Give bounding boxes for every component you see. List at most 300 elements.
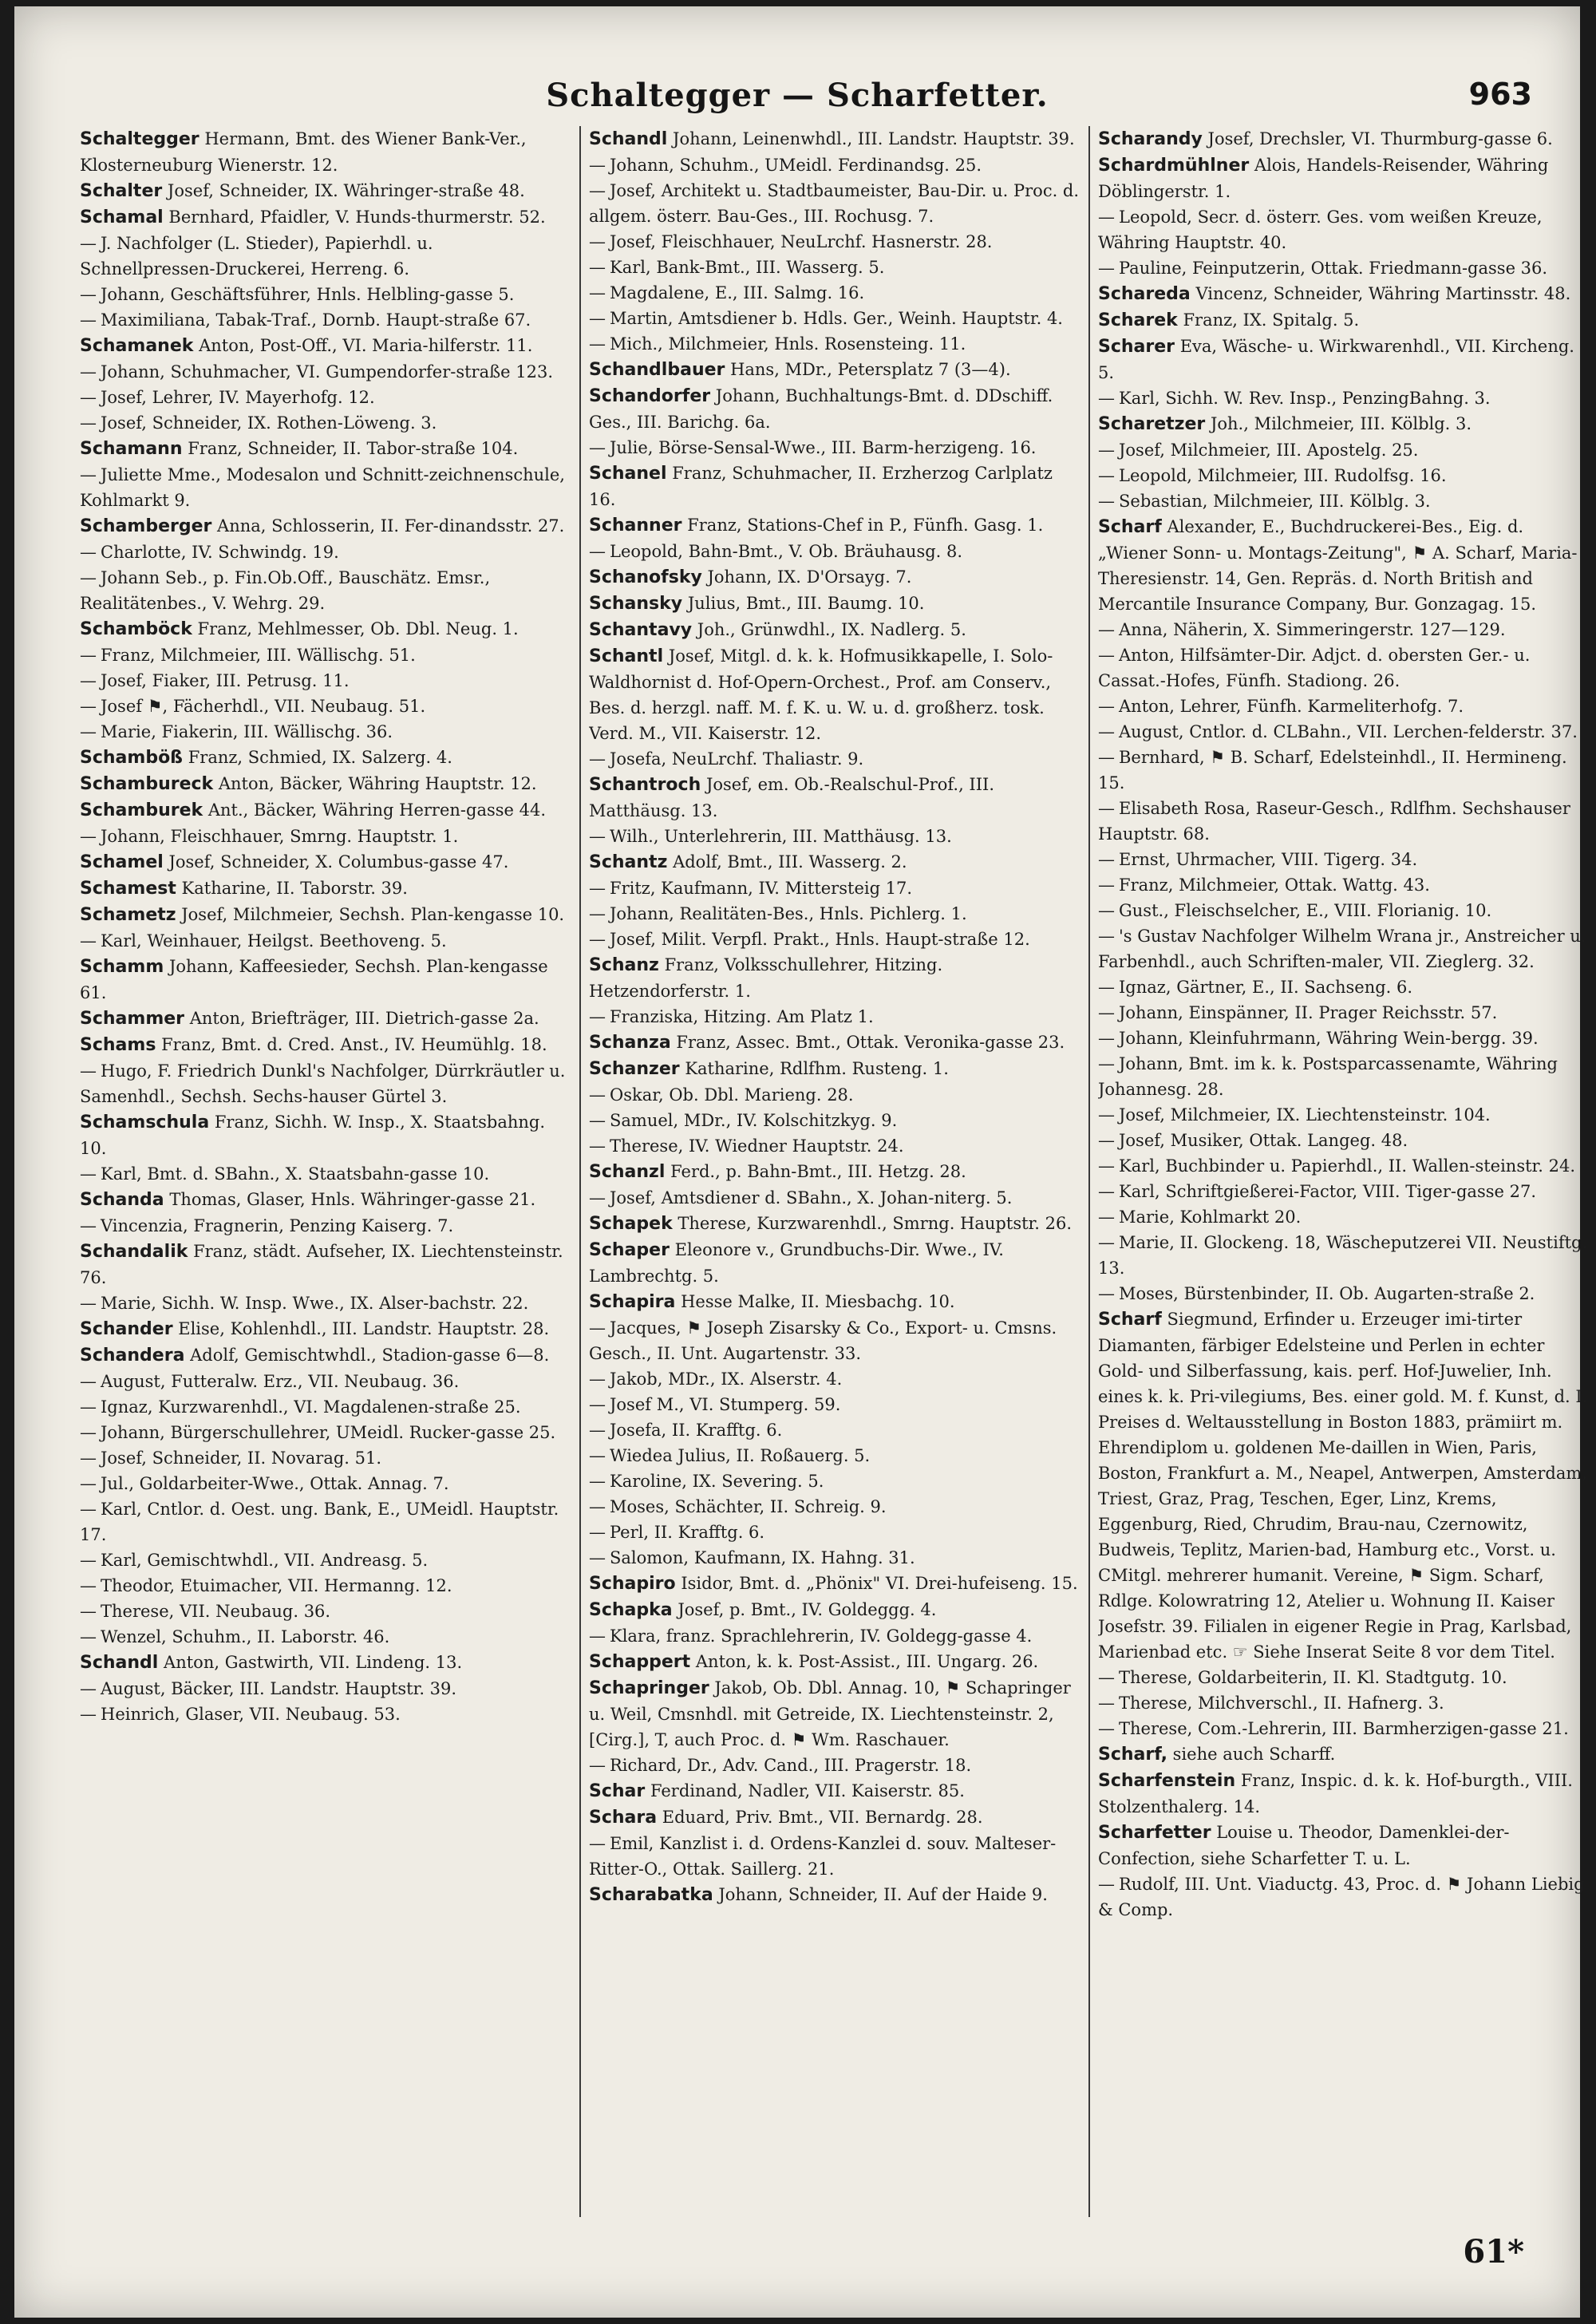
directory-entry <box>80 385 573 410</box>
directory-entry <box>80 1573 573 1599</box>
entry-details: Franz, Schuhmacher, II. Erzherzog Carlplatz 16. <box>589 464 1053 509</box>
entry-surname: Schanzer <box>589 1059 680 1079</box>
entry-details: Josef, Fleischhauer, NeuLrchf. Hasnerstr. 28. <box>610 232 993 251</box>
entry-details: Louise u. Theodor, Damenklei-der-Confection, siehe Scharfetter T. u. L. <box>1098 1823 1510 1868</box>
entry-details: Johann, Bürgerschullehrer, UMeidl. Rucker-gasse 25. <box>101 1423 556 1442</box>
directory-entry <box>80 1599 573 1624</box>
directory-entry <box>80 824 573 849</box>
directory-entry <box>1098 437 1591 463</box>
entry-surname: Schambureck <box>80 774 214 794</box>
entry-surname: Schapiro <box>589 1574 676 1594</box>
entry-details: Ferdinand, Nadler, VII. Kaiserstr. 85. <box>650 1781 965 1800</box>
directory-entry <box>589 435 1082 460</box>
same-surname-dash: — <box>589 283 606 302</box>
entry-details: Karl, Schriftgießerei-Factor, VIII. Tiger-gasse 27. <box>1119 1182 1537 1201</box>
entry-details: Karoline, IX. Severing. 5. <box>610 1472 824 1491</box>
directory-entry <box>1098 1716 1591 1741</box>
entry-surname: Schamschula <box>80 1113 210 1132</box>
directory-entry <box>1098 281 1591 307</box>
directory-entry <box>589 1417 1082 1443</box>
directory-entry <box>80 231 573 282</box>
entry-details: Karl, Buchbinder u. Papierhdl., II. Wallen-steinstr. 24. <box>1119 1156 1576 1176</box>
entry-surname: Schanel <box>589 464 667 484</box>
directory-entry <box>80 1213 573 1239</box>
entry-details: Franz, Stations-Chef in P., Fünfh. Gasg. 1. <box>687 516 1044 535</box>
directory-entry <box>589 229 1082 255</box>
entry-surname: Schamböck <box>80 619 192 639</box>
entry-surname: Schamest <box>80 879 176 899</box>
directory-entry <box>80 462 573 513</box>
entry-details: Wiedea Julius, II. Roßauerg. 5. <box>610 1446 871 1465</box>
entry-details: Hesse Malke, II. Miesbachg. 10. <box>681 1292 955 1311</box>
entry-details: Hans, MDr., Petersplatz 7 (3—4). <box>730 360 1011 379</box>
directory-entry <box>589 306 1082 331</box>
entry-details: Bernhard, Pfaidler, V. Hunds-thurmerstr. 52. <box>168 208 546 227</box>
entry-surname: Schaltegger <box>80 129 200 149</box>
same-surname-dash: — <box>589 749 606 769</box>
same-surname-dash: — <box>589 309 606 328</box>
entry-surname: Schantroch <box>589 775 701 795</box>
entry-details: Karl, Weinhauer, Heilgst. Beethoveng. 5. <box>101 931 447 951</box>
same-surname-dash: — <box>80 568 97 587</box>
entry-details: Therese, VII. Neubaug. 36. <box>101 1602 331 1621</box>
entry-details: Josef, Schneider, X. Columbus-gasse 47. <box>168 852 509 872</box>
entry-details: Josef, Lehrer, IV. Mayerhofg. 12. <box>101 388 375 407</box>
entry-surname: Schanofsky <box>589 567 702 587</box>
entry-details: Wilh., Unterlehrerin, III. Matthäusg. 13. <box>610 827 952 846</box>
entry-details: Josef, Milchmeier, IX. Liechtensteinstr. 104. <box>1119 1105 1491 1124</box>
entry-details: Johann, Schneider, II. Auf der Haide 9. <box>718 1885 1048 1904</box>
same-surname-dash: — <box>80 1551 97 1570</box>
same-surname-dash: — <box>1098 748 1115 767</box>
same-surname-dash: — <box>589 1548 606 1567</box>
entry-details: Julius, Bmt., III. Baumg. 10. <box>687 594 925 613</box>
directory-entry <box>1098 514 1591 617</box>
same-surname-dash: — <box>80 1061 97 1081</box>
directory-entry <box>1098 1000 1591 1026</box>
entry-details: Josef, Musiker, Ottak. Langeg. 48. <box>1119 1131 1408 1150</box>
entry-surname: Schantl <box>589 646 664 666</box>
directory-entry <box>1098 255 1591 281</box>
same-surname-dash: — <box>589 1111 606 1130</box>
directory-entry <box>80 1369 573 1394</box>
directory-entry <box>1098 694 1591 719</box>
directory-entry <box>80 797 573 824</box>
same-surname-dash: — <box>80 1576 97 1595</box>
directory-entry <box>80 1187 573 1213</box>
directory-entry <box>589 357 1082 383</box>
directory-entry <box>589 1133 1082 1159</box>
directory-entry <box>589 1289 1082 1315</box>
entry-details: Maximiliana, Tabak-Traf., Dornb. Haupt-straße 67. <box>101 310 531 330</box>
same-surname-dash: — <box>1098 875 1115 895</box>
directory-entry <box>1098 847 1591 872</box>
same-surname-dash: — <box>589 438 606 457</box>
entry-details: Johann, Kleinfuhrmann, Währing Wein-bergg. 39. <box>1119 1029 1539 1048</box>
directory-entry <box>1098 1102 1591 1128</box>
same-surname-dash: — <box>1098 441 1115 460</box>
column-1 <box>80 126 573 2217</box>
directory-entry <box>1098 488 1591 514</box>
entry-details: Eva, Wäsche- u. Wirkwarenhdl., VII. Kircheng. 5. <box>1098 337 1574 382</box>
entry-details: Franz, Bmt. d. Cred. Anst., IV. Heumühlg. 18. <box>161 1035 547 1054</box>
directory-entry <box>80 178 573 204</box>
entry-details: Josef M., VI. Stumperg. 59. <box>610 1395 841 1414</box>
same-surname-dash: — <box>589 542 606 561</box>
same-surname-dash: — <box>1098 1131 1115 1150</box>
directory-entry <box>589 824 1082 849</box>
entry-details: Franz, IX. Spitalg. 5. <box>1183 310 1360 330</box>
directory-entry <box>589 1804 1082 1831</box>
column-divider <box>579 126 581 2217</box>
directory-entry <box>80 204 573 231</box>
entry-details: Anton, Gastwirth, VII. Lindeng. 13. <box>164 1653 463 1672</box>
directory-entry <box>589 901 1082 927</box>
directory-entry <box>1098 796 1591 847</box>
entry-surname: Scharandy <box>1098 129 1203 149</box>
same-surname-dash: — <box>589 1318 606 1338</box>
entry-surname: Schansky <box>589 594 683 614</box>
entry-details: Josef, Mitgl. d. k. k. Hofmusikkapelle, I. Solo-Waldhornist d. Hof-Opern-Orchest., Prof. am Conserv., Bes. d. herzgl. naff. M. f. K. u. W. u. d. großherz. tosk. Verd. M., VII. Kaiserstr. 12. <box>589 646 1053 743</box>
directory-entry <box>1098 745 1591 796</box>
entry-details: August, Futteralw. Erz., VII. Neubaug. 36. <box>101 1372 460 1391</box>
same-surname-dash: — <box>589 827 606 846</box>
entry-surname: Schanza <box>589 1033 671 1053</box>
entry-details: Karl, Cntlor. d. Oest. ung. Bank, E., UMeidl. Hauptstr. 17. <box>80 1500 559 1544</box>
entry-details: Josef ⚑, Fächerhdl., VII. Neubaug. 51. <box>101 697 426 716</box>
same-surname-dash: — <box>80 1474 97 1493</box>
directory-entry <box>80 1547 573 1573</box>
entry-details: Ernst, Uhrmacher, VIII. Tigerg. 34. <box>1119 850 1418 869</box>
same-surname-dash: — <box>80 543 97 562</box>
directory-entry <box>1098 1665 1591 1690</box>
same-surname-dash: — <box>80 671 97 690</box>
running-head: Schaltegger — Scharfetter. <box>546 77 1049 114</box>
directory-entry <box>1098 719 1591 745</box>
entry-details: Leopold, Secr. d. österr. Ges. vom weißen Kreuze, Währing Hauptstr. 40. <box>1098 208 1543 252</box>
directory-entry <box>589 952 1082 1004</box>
same-surname-dash: — <box>1098 1029 1115 1048</box>
entry-details: Johann, Leinenwhdl., III. Landstr. Hauptstr. 39. <box>673 129 1075 148</box>
entry-details: Jakob, Ob. Dbl. Annag. 10, ⚑ Schapringer u. Weil, Cmsnhdl. mit Getreide, IX. Liechtensteinstr. 2, [Cirg.], T, auch Proc. d. ⚑ Wm. Raschauer. <box>589 1678 1071 1749</box>
entry-details: Ignaz, Gärtner, E., II. Sachseng. 6. <box>1119 978 1413 997</box>
entry-surname: Schanda <box>80 1190 164 1210</box>
same-surname-dash: — <box>589 334 606 354</box>
directory-entry <box>80 954 573 1006</box>
entry-details: Johann, Einspänner, II. Prager Reichsstr. 57. <box>1119 1003 1498 1022</box>
entry-details: Therese, Kurzwarenhdl., Smrng. Hauptstr. 26. <box>678 1214 1073 1233</box>
same-surname-dash: — <box>1098 1003 1115 1022</box>
entry-details: Mich., Milchmeier, Hnls. Rosensteing. 11. <box>610 334 966 354</box>
directory-entry <box>80 1702 573 1727</box>
directory-entry <box>80 1471 573 1496</box>
entry-details: Oskar, Ob. Dbl. Marieng. 28. <box>610 1085 854 1105</box>
entry-details: Johann, Realitäten-Bes., Hnls. Pichlerg. 1. <box>610 904 967 923</box>
directory-entry <box>80 928 573 954</box>
same-surname-dash: — <box>589 181 606 200</box>
directory-entry <box>80 745 573 771</box>
entry-surname: Scharf <box>1098 1310 1162 1330</box>
directory-entry <box>589 1571 1082 1597</box>
same-surname-dash: — <box>589 1497 606 1516</box>
entry-surname: Scharek <box>1098 310 1178 330</box>
entry-details: Thomas, Glaser, Hnls. Währinger-gasse 21. <box>169 1190 536 1209</box>
same-surname-dash: — <box>80 465 97 484</box>
same-surname-dash: — <box>1098 722 1115 741</box>
entry-surname: Schandl <box>589 129 668 149</box>
same-surname-dash: — <box>1098 1182 1115 1201</box>
directory-entry <box>589 1778 1082 1804</box>
same-surname-dash: — <box>80 388 97 407</box>
same-surname-dash: — <box>589 1370 606 1389</box>
directory-entry <box>80 1316 573 1342</box>
directory-entry <box>589 1494 1082 1520</box>
directory-entry <box>589 460 1082 512</box>
same-surname-dash: — <box>80 646 97 665</box>
same-surname-dash: — <box>1098 1054 1115 1073</box>
directory-entry <box>80 1058 573 1109</box>
entry-details: Franz, Milchmeier, III. Wällischg. 51. <box>101 646 416 665</box>
entry-details: Salomon, Kaufmann, IX. Hahng. 31. <box>610 1548 915 1567</box>
entry-details: Franz, Milchmeier, Ottak. Wattg. 43. <box>1119 875 1430 895</box>
same-surname-dash: — <box>80 1216 97 1235</box>
same-surname-dash: — <box>589 1421 606 1440</box>
same-surname-dash: — <box>80 722 97 741</box>
directory-entry <box>80 307 573 333</box>
entry-details: Josef, Architekt u. Stadtbaumeister, Bau-Dir. u. Proc. d. allgem. österr. Bau-Ges., III. Rochusg. 7. <box>589 181 1080 226</box>
entry-details: Adolf, Gemischtwhdl., Stadion-gasse 6—8. <box>190 1346 550 1365</box>
entry-surname: Schappert <box>589 1652 691 1672</box>
entry-details: Josef, Schneider, IX. Währinger-straße 48. <box>167 181 525 200</box>
entry-details: Franz, Inspic. d. k. k. Hof-burgth., VIII. Stolzenthalerg. 14. <box>1098 1771 1573 1816</box>
directory-entry <box>589 1004 1082 1030</box>
directory-entry <box>80 1650 573 1676</box>
entry-details: Heinrich, Glaser, VII. Neubaug. 53. <box>101 1705 401 1724</box>
directory-entry <box>589 539 1082 564</box>
entry-surname: Schandera <box>80 1346 185 1366</box>
entry-surname: Schapek <box>589 1214 673 1234</box>
directory-entry <box>589 849 1082 875</box>
entry-surname: Schapringer <box>589 1678 709 1698</box>
directory-entry <box>1098 872 1591 898</box>
same-surname-dash: — <box>1098 208 1115 227</box>
directory-entry <box>589 1159 1082 1185</box>
same-surname-dash: — <box>1098 850 1115 869</box>
same-surname-dash: — <box>589 258 606 277</box>
directory-entry <box>80 126 573 178</box>
directory-entry <box>80 902 573 928</box>
directory-entry <box>589 643 1082 746</box>
directory-entry <box>589 1468 1082 1494</box>
entry-surname: Schantavy <box>589 620 693 640</box>
directory-entry <box>80 565 573 616</box>
directory-entry <box>1098 1128 1591 1153</box>
same-surname-dash: — <box>589 930 606 949</box>
same-surname-dash: — <box>1098 697 1115 716</box>
entry-details: Bernhard, ⚑ B. Scharf, Edelsteinhdl., II. Hermineng. 15. <box>1098 748 1567 792</box>
entry-details: Josef, Drechsler, VI. Thurmburg-gasse 6. <box>1207 129 1553 148</box>
directory-entry <box>80 694 573 719</box>
entry-details: Josef, Schneider, II. Novarag. 51. <box>101 1449 382 1468</box>
same-surname-dash: — <box>1098 1694 1115 1713</box>
entry-details: Jacques, ⚑ Joseph Zisarsky & Co., Export- u. Cmsns. Gesch., II. Unt. Augartenstr. 33. <box>589 1318 1057 1363</box>
page-header <box>14 77 1580 125</box>
directory-entry <box>589 178 1082 229</box>
entry-details: Franz, Sichh. W. Insp., X. Staatsbahng. 10. <box>80 1113 546 1158</box>
entry-details: Anton, Lehrer, Fünfh. Karmeliterhofg. 7. <box>1119 697 1464 716</box>
same-surname-dash: — <box>1098 1719 1115 1738</box>
same-surname-dash: — <box>1098 646 1115 665</box>
entry-details: Siegmund, Erfinder u. Erzeuger imi-tirter Diamanten, färbiger Edelsteine und Perlen in echter Gold- und Silberfassung, kais. perf. Hof-Juwelier, Inh. eines k. k. Pri-vilegiums, Bes. einer gold. M. f. Kunst, d. I. Preises d. Weltausstellung in Boston 1883, prämiirt m. Ehrendiplom u. goldenen Me-daillen in Wien, Paris, Boston, Frankfurt a. M., Neapel, Antwerpen, Amsterdam, Triest, Graz, Prag, Teschen, Eger, Linz, Krems, Eggenburg, Ried, Chrudim, Brau-nau, Czernowitz, Budweis, Teplitz, Marien-bad, Hamburg etc., Vorst. u. CMitgl. mehrerer humanit. Vereine, ⚑ Sigm. Scharf, Rdlge. Kolowratring 12, Atelier u. Wohnung II. Kaiser Josefstr. 39. Filialen in eigener Regie in Prag, Karlsbad, Marienbad etc. ☞ Siehe Inserat Seite 8 vor dem Titel. <box>1098 1310 1588 1662</box>
entry-details: Adolf, Bmt., III. Wasserg. 2. <box>673 852 907 872</box>
entry-details: Johann, IX. D'Orsayg. 7. <box>707 567 912 587</box>
entry-details: Johann, Schuhmacher, VI. Gumpendorfer-straße 123. <box>101 362 553 381</box>
entry-surname: Schar <box>589 1781 646 1801</box>
entry-details: Samuel, MDr., IV. Kolschitzkyg. 9. <box>610 1111 898 1130</box>
entry-details: Franziska, Hitzing. Am Platz 1. <box>610 1007 874 1026</box>
directory-entry <box>589 280 1082 306</box>
directory-entry <box>589 1315 1082 1366</box>
column-2 <box>589 126 1082 2217</box>
entry-details: August, Bäcker, III. Landstr. Hauptstr. 39. <box>101 1679 457 1698</box>
entry-details: Josef, Fiaker, III. Petrusg. 11. <box>101 671 350 690</box>
directory-entry <box>80 1161 573 1187</box>
directory-entry <box>589 1545 1082 1571</box>
entry-surname: Schapka <box>589 1600 673 1620</box>
directory-entry <box>80 1032 573 1058</box>
directory-entry <box>589 1623 1082 1649</box>
entry-details: Vincenzia, Fragnerin, Penzing Kaiserg. 7. <box>101 1216 454 1235</box>
directory-entry <box>589 331 1082 357</box>
directory-entry <box>80 1420 573 1445</box>
directory-entry <box>589 1753 1082 1778</box>
entry-surname: Schardmühlner <box>1098 156 1250 176</box>
entry-details: Julie, Börse-Sensal-Wwe., III. Barm-herzigeng. 16. <box>610 438 1037 457</box>
same-surname-dash: — <box>1098 1105 1115 1124</box>
entry-details: Josef, em. Ob.-Realschul-Prof., III. Matthäusg. 13. <box>589 775 994 820</box>
directory-entry <box>80 1109 573 1161</box>
entry-surname: Schamböß <box>80 748 184 768</box>
directory-entry <box>1098 307 1591 334</box>
entry-surname: Schaper <box>589 1240 670 1260</box>
same-surname-dash: — <box>589 904 606 923</box>
directory-entry <box>80 642 573 668</box>
signature-mark: 61* <box>1463 2233 1524 2271</box>
entry-details: Jakob, MDr., IX. Alserstr. 4. <box>610 1370 843 1389</box>
directory-entry <box>80 1239 573 1290</box>
entry-details: Johann Seb., p. Fin.Ob.Off., Bauschätz. Emsr., Realitätenbes., V. Wehrg. 29. <box>80 568 491 613</box>
entry-details: Josef, p. Bmt., IV. Goldeggg. 4. <box>678 1600 937 1619</box>
same-surname-dash: — <box>1098 492 1115 511</box>
same-surname-dash: — <box>80 827 97 846</box>
directory-entry <box>80 1624 573 1650</box>
entry-details: Josef, Milchmeier, III. Apostelg. 25. <box>1119 441 1419 460</box>
directory-entry <box>1098 898 1591 923</box>
entry-details: Elisabeth Rosa, Raseur-Gesch., Rdlfhm. Sechshauser Hauptstr. 68. <box>1098 799 1570 844</box>
entry-details: Klara, franz. Sprachlehrerin, IV. Goldegg-gasse 4. <box>610 1626 1033 1646</box>
entry-surname: Scharfenstein <box>1098 1771 1236 1791</box>
entry-details: Elise, Kohlenhdl., III. Landstr. Hauptstr. 28. <box>178 1319 550 1338</box>
same-surname-dash: — <box>1098 1284 1115 1303</box>
same-surname-dash: — <box>80 310 97 330</box>
entry-surname: Schara <box>589 1808 658 1828</box>
directory-entry <box>80 359 573 385</box>
entry-details: J. Nachfolger (L. Stieder), Papierhdl. u. Schnellpressen-Druckerei, Herreng. 6. <box>80 234 433 279</box>
entry-details: Marie, Kohlmarkt 20. <box>1119 1207 1302 1227</box>
directory-entry <box>589 126 1082 152</box>
entry-surname: Schandl <box>80 1653 159 1673</box>
directory-entry <box>80 1342 573 1369</box>
entry-details: Anna, Näherin, X. Simmeringerstr. 127—129. <box>1119 620 1506 639</box>
directory-entry <box>1098 1871 1591 1923</box>
column-divider <box>1088 126 1090 2217</box>
directory-entry <box>589 1237 1082 1289</box>
entry-surname: Schalter <box>80 181 163 201</box>
directory-entry <box>589 1030 1082 1056</box>
entry-details: Magdalene, E., III. Salmg. 16. <box>610 283 865 302</box>
entry-details: Richard, Dr., Adv. Cand., III. Pragerstr. 18. <box>610 1756 972 1775</box>
entry-details: Moses, Bürstenbinder, II. Ob. Augarten-straße 2. <box>1119 1284 1535 1303</box>
directory-entry <box>589 1056 1082 1082</box>
entry-details: Therese, Milchverschl., II. Hafnerg. 3. <box>1119 1694 1444 1713</box>
entry-surname: Schamel <box>80 852 164 872</box>
entry-surname: Scharer <box>1098 337 1175 357</box>
directory-entry <box>589 1082 1082 1108</box>
entry-surname: Schanz <box>589 955 659 975</box>
directory-entry <box>589 255 1082 280</box>
entry-surname: Scharfetter <box>1098 1823 1211 1843</box>
directory-entry <box>1098 1026 1591 1051</box>
entry-details: Marie, Sichh. W. Insp. Wwe., IX. Alser-bachstr. 22. <box>101 1294 529 1313</box>
directory-entry <box>589 1882 1082 1908</box>
entry-surname: Schamm <box>80 957 164 977</box>
same-surname-dash: — <box>80 1449 97 1468</box>
directory-entry <box>1098 1230 1591 1281</box>
entry-details: Anton, Post-Off., VI. Maria-hilferstr. 11. <box>199 336 533 355</box>
directory-entry <box>589 512 1082 539</box>
entry-details: 's Gustav Nachfolger Wilhelm Wrana jr., Anstreicher u. Farbenhdl., auch Schriften-maler, VII. Zieglerg. 32. <box>1098 927 1586 971</box>
directory-entry <box>589 1649 1082 1675</box>
directory-entry <box>589 617 1082 643</box>
directory-entry <box>1098 463 1591 488</box>
entry-surname: Scharetzer <box>1098 414 1206 434</box>
same-surname-dash: — <box>1098 259 1115 278</box>
same-surname-dash: — <box>1098 1233 1115 1252</box>
same-surname-dash: — <box>589 879 606 898</box>
directory-entry <box>1098 334 1591 385</box>
entry-details: Eleonore v., Grundbuchs-Dir. Wwe., IV. Lambrechtg. 5. <box>589 1240 1004 1286</box>
entry-details: Franz, städt. Aufseher, IX. Liechtensteinstr. 76. <box>80 1242 563 1287</box>
entry-details: Perl, II. Krafftg. 6. <box>610 1523 765 1542</box>
entry-details: Fritz, Kaufmann, IV. Mittersteig 17. <box>610 879 913 898</box>
directory-entry <box>1098 1306 1591 1665</box>
directory-entry <box>1098 385 1591 411</box>
directory-entry <box>80 513 573 540</box>
directory-entry <box>589 1366 1082 1392</box>
same-surname-dash: — <box>1098 620 1115 639</box>
entry-surname: Schanner <box>589 516 682 536</box>
entry-details: Therese, IV. Wiedner Hauptstr. 24. <box>610 1136 904 1156</box>
entry-details: Rudolf, III. Unt. Viaductg. 43, Proc. d. ⚑ Johann Liebig & Comp. <box>1098 1875 1585 1919</box>
entry-details: Johann, Fleischhauer, Smrng. Hauptstr. 1. <box>101 827 459 846</box>
entry-details: Ant., Bäcker, Währing Herren-gasse 44. <box>207 800 547 820</box>
same-surname-dash: — <box>589 232 606 251</box>
same-surname-dash: — <box>80 362 97 381</box>
entry-details: Johann, Buchhaltungs-Bmt. d. DDschiff. Ges., III. Barichg. 6a. <box>589 386 1053 432</box>
same-surname-dash: — <box>80 931 97 951</box>
same-surname-dash: — <box>589 1085 606 1105</box>
same-surname-dash: — <box>80 413 97 433</box>
